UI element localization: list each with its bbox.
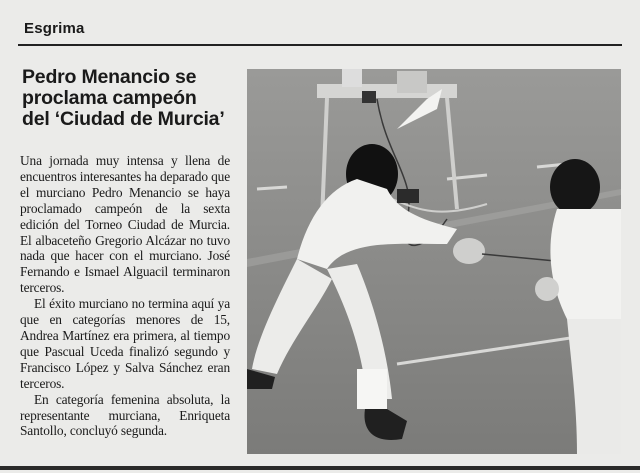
article-paragraph: El éxito murciano no termina aquí ya que en categorías menores de 15, Andrea Martínez era primera, al tiempo que Pascual Uceda finalizó segundo y Francisco López y Salva Sánchez eran terceros. [20,296,230,391]
article-headline [22,67,238,130]
headline-line: proclama campeón [22,87,197,109]
article-paragraph: En categoría femenina absoluta, la representante murciana, Enriqueta Santollo, concluyó segunda. [20,391,230,439]
article-body [20,153,230,439]
article-paragraph: Una jornada muy intensa y llena de encuentros interesantes ha deparado que el murciano Pedro Menancio se haya proclamado campeón de la sexta edición del Torneo Ciudad de Murcia. El albaceteño Gregorio Alcázar no tuvo nada que hacer con el murciano. José Fernando e Ismael Alguacil terminaron terceros. [20,153,230,296]
headline-line: Pedro Menancio se [22,66,197,88]
fencing-photo-illustration [247,69,621,454]
headline-line: del ‘Ciudad de Murcia’ [22,108,225,130]
fencing-mask [550,159,600,215]
section-divider [18,44,622,46]
bottom-rule [0,466,640,470]
glove [453,238,485,264]
fencing-photo [247,69,621,454]
piste-mark [257,187,287,189]
glove [535,277,559,301]
reel-box [397,189,419,203]
section-label: Esgrima [24,20,85,37]
